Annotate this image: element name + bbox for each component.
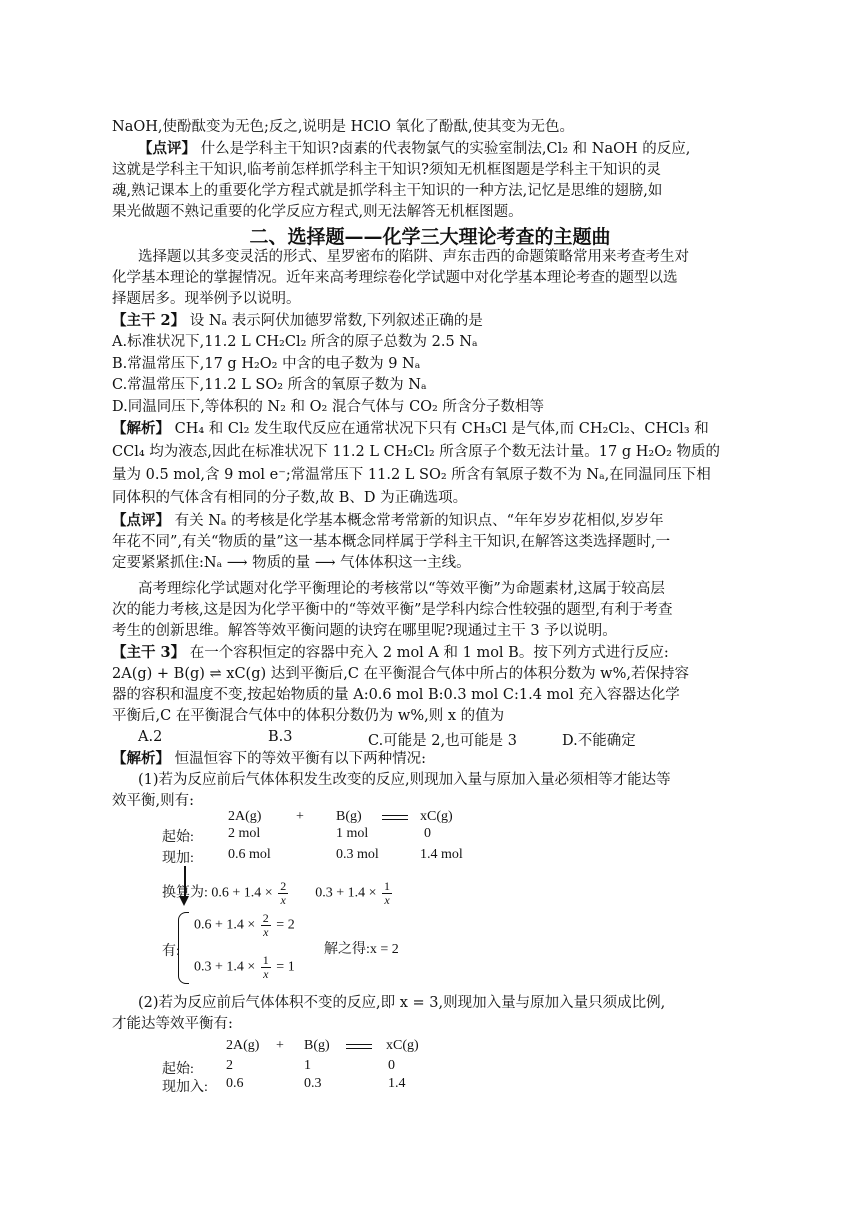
question-stem-line: 平衡后,C 在平衡混合气体中的体积分数仍为 w%,则 x 的值为 (112, 708, 505, 724)
start-label: 起始: (162, 1062, 194, 1077)
start-value-a: 2 (226, 1058, 233, 1073)
fraction-denominator: x (280, 893, 286, 907)
comment-line: 魂,熟记课本上的重要化学方程式就是抓学科主干知识的一种方法,记忆是思维的翅膀,如 (112, 183, 663, 199)
equation-2 (194, 954, 295, 981)
option-c: C.可能是 2,也可能是 3 (368, 733, 517, 749)
add-value-c: 1.4 (388, 1076, 406, 1091)
fraction-numerator: 1 (383, 879, 390, 893)
equation-1 (194, 912, 295, 939)
analysis-line (112, 420, 732, 438)
start-value-b: 1 (304, 1058, 311, 1073)
bridge-line: 高考理综化学试题对化学平衡理论的考核常以“等效平衡”为命题素材,这属于较高层 (138, 581, 665, 597)
add-label: 现加: (162, 851, 194, 866)
fraction-two-over-x (278, 880, 288, 907)
fraction-denominator: x (384, 893, 390, 907)
question-stem-line: 2A(g) + B(g) ⇌ xC(g) 达到平衡后,C 在平衡混合气体中所占的体积分数为 w%,若保持容 (112, 666, 689, 682)
analysis-line: CCl₄ 均为液态,因此在标准状况下 11.2 L CH₂Cl₂ 所含原子个数无法计量。17 g H₂O₂ 物质的 (112, 444, 721, 460)
comment-text: 有关 Nₐ 的考核是化学基本概念常考常新的知识点、“年年岁岁花相似,岁岁年 (174, 513, 664, 529)
fraction-one-over-x (261, 954, 271, 981)
species-b: B(g) (304, 1038, 330, 1053)
start-value-b: 1 mol (336, 826, 369, 841)
plus-sign: + (296, 809, 304, 824)
equation-2-right: = 1 (276, 959, 295, 975)
convert-b: 0.3 + 1.4 × (315, 885, 377, 901)
equilibrium-arrow (346, 1042, 372, 1052)
comment-line (138, 140, 690, 158)
option-d: D.不能确定 (562, 733, 636, 749)
convert-label: 换算为: (162, 885, 208, 901)
case-line: (1)若为反应前后气体体积发生改变的反应,则现加入量与原加入量必须相等才能达等 (138, 772, 671, 788)
case-line: 效平衡,则有: (112, 793, 194, 809)
add-value-b: 0.3 (304, 1076, 322, 1091)
analysis-line (112, 750, 732, 768)
question-tag: 【主干 3】 (112, 644, 186, 661)
bridge-line: 考生的创新思维。解答等效平衡问题的诀窍在哪里呢?现通过主干 3 予以说明。 (112, 623, 617, 639)
intro-line: 择题居多。现举例予以说明。 (112, 291, 301, 307)
analysis-tag: 【解析】 (112, 750, 170, 767)
system-label: 有: (162, 944, 180, 959)
start-value-c: 0 (424, 826, 431, 841)
equation-1-right: = 2 (276, 917, 295, 933)
comment-tag: 【点评】 (138, 140, 196, 157)
analysis-line: 量为 0.5 mol,含 9 mol e⁻;常温常压下 11.2 L SO₂ 所含有氧原子数不为 Nₐ,在同温同压下相 (112, 467, 711, 483)
fraction-two-over-x (261, 912, 271, 939)
question-stem-text: 在一个容积恒定的容器中充入 2 mol A 和 1 mol B。按下列方式进行反应: (189, 645, 669, 661)
plus-sign: + (276, 1038, 284, 1053)
fraction-numerator: 2 (262, 911, 269, 925)
fraction-denominator: x (263, 967, 269, 981)
analysis-line: 同体积的气体含有相同的分子数,故 B、D 为正确选项。 (112, 490, 468, 506)
species-b: B(g) (336, 809, 362, 824)
add-value-c: 1.4 mol (420, 847, 463, 862)
add-value-a: 0.6 mol (228, 847, 271, 862)
option-c: C.常温常压下,11.2 L SO₂ 所含的氧原子数为 Nₐ (112, 377, 427, 393)
fraction-numerator: 2 (280, 879, 287, 893)
case-line: 才能达等效平衡有: (112, 1016, 233, 1032)
equation-1-left: 0.6 + 1.4 × (194, 917, 256, 933)
intro-line: 选择题以其多变灵活的形式、星罗密布的陷阱、声东击西的命题策略常用来考查考生对 (138, 249, 689, 265)
comment-line: 年花不同”,有关“物质的量”这一基本概念同样属于学科主干知识,在解答这类选择题时,一 (112, 534, 671, 550)
option-a: A.标准状况下,11.2 L CH₂Cl₂ 所含的原子总数为 2.5 Nₐ (112, 334, 478, 350)
start-label: 起始: (162, 830, 194, 845)
species-xc: xC(g) (386, 1038, 419, 1053)
intro-line: 化学基本理论的掌握情况。近年来高考理综卷化学试题中对化学基本理论考查的题型以选 (112, 270, 678, 286)
question-2-stem (112, 312, 732, 330)
system-brace (178, 912, 189, 984)
analysis-text: CH₄ 和 Cl₂ 发生取代反应在通常状况下只有 CH₃Cl 是气体,而 CH₂Cl₂、CHCl₃ 和 (174, 421, 709, 437)
add-value-b: 0.3 mol (336, 847, 379, 862)
question-tag: 【主干 2】 (112, 312, 186, 329)
comment-line: 定要紧紧抓住:Nₐ ⟶ 物质的量 ⟶ 气体体积这一主线。 (112, 555, 471, 571)
solution: 解之得:x = 2 (324, 942, 399, 957)
add-value-a: 0.6 (226, 1076, 244, 1091)
species-2a: 2A(g) (228, 809, 262, 824)
option-a: A.2 (138, 729, 163, 745)
species-2a: 2A(g) (226, 1038, 260, 1053)
fraction-denominator: x (263, 925, 269, 939)
option-d: D.同温同压下,等体积的 N₂ 和 O₂ 混合气体与 CO₂ 所含分子数相等 (112, 399, 544, 415)
equation-2-left: 0.3 + 1.4 × (194, 959, 256, 975)
case-line: (2)若为反应前后气体体积不变的反应,即 x = 3,则现加入量与原加入量只须成比例, (138, 995, 666, 1011)
convert-a: 0.6 + 1.4 × (211, 885, 273, 901)
start-value-c: 0 (388, 1058, 395, 1073)
conversion-row (162, 880, 394, 907)
paragraph-line: NaOH,使酚酞变为无色;反之,说明是 HClO 氧化了酚酞,使其变为无色。 (112, 119, 575, 135)
comment-tag: 【点评】 (112, 512, 170, 529)
question-stem-line: 器的容积和温度不变,按起始物质的量 A:0.6 mol B:0.3 mol C:1.4 mol 充入容器达化学 (112, 687, 680, 703)
fraction-one-over-x (382, 880, 392, 907)
fraction-numerator: 1 (262, 953, 269, 967)
question-stem-text: 设 Nₐ 表示阿伏加德罗常数,下列叙述正确的是 (189, 313, 483, 329)
question-3-stem (112, 644, 732, 662)
analysis-text: 恒温恒容下的等效平衡有以下两种情况: (174, 751, 426, 767)
option-b: B.3 (268, 729, 293, 745)
start-value-a: 2 mol (228, 826, 261, 841)
bridge-line: 次的能力考核,这是因为化学平衡中的“等效平衡”是学科内综合性较强的题型,有利于考查 (112, 602, 673, 618)
comment-line: 这就是学科主干知识,临考前怎样抓学科主干知识?须知无机框图题是学科主干知识的灵 (112, 162, 661, 178)
comment-line: 果光做题不熟记重要的化学反应方程式,则无法解答无机框图题。 (112, 204, 523, 220)
option-b: B.常温常压下,17 g H₂O₂ 中含的电子数为 9 Nₐ (112, 356, 421, 372)
comment-line (112, 512, 732, 530)
add-label: 现加入: (162, 1080, 208, 1095)
analysis-tag: 【解析】 (112, 420, 170, 437)
species-xc: xC(g) (420, 809, 453, 824)
equilibrium-arrow (382, 813, 408, 823)
comment-text: 什么是学科主干知识?卤素的代表物氯气的实验室制法,Cl₂ 和 NaOH 的反应, (200, 141, 691, 157)
section-heading: 二、选择题——化学三大理论考查的主题曲 (249, 226, 611, 248)
